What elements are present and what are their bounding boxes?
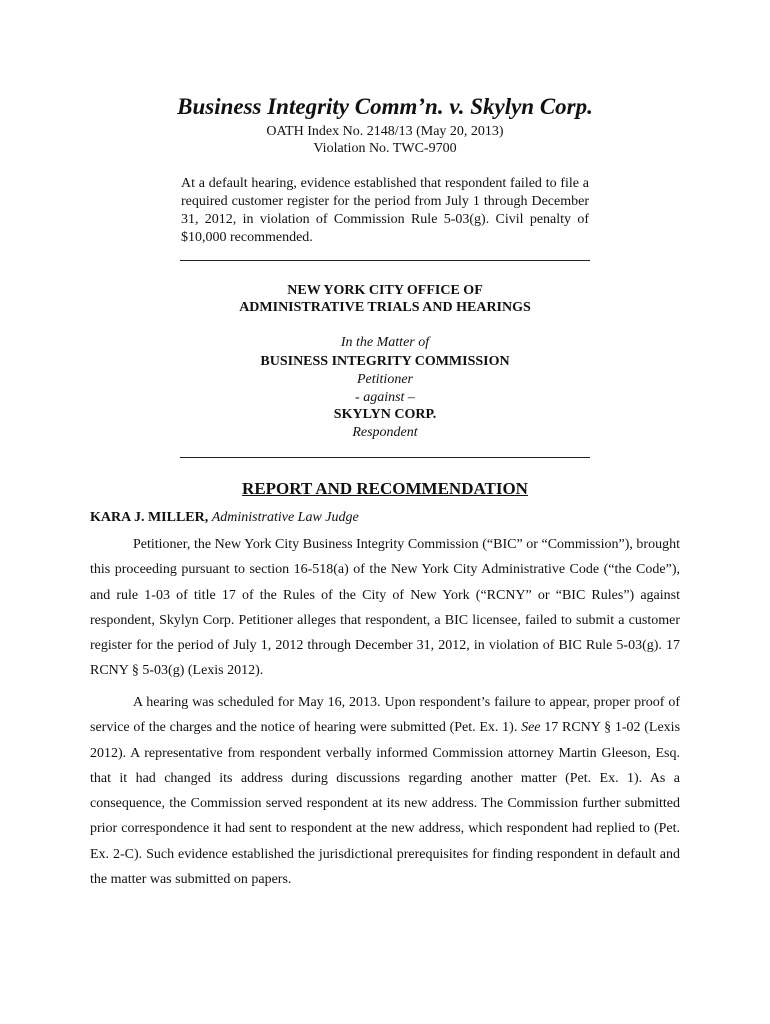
- judge-line: [90, 509, 359, 527]
- petitioner-role: Petitioner: [357, 372, 413, 387]
- paragraph-1-text: Petitioner, the New York City Business Integrity Commission (“BIC” or “Commission”), brought this proceeding pursuant to section 16-518(a) of the New York City Administrative Code (“the Code”), and rule 1-03 of title 17 of the Rules of the City of New York (“RCNY” or “BIC Rules”) against respondent, Skylyn Corp. Petitioner alleges that respondent, a BIC licensee, failed to submit a customer register for the period of July 1, 2012 through December 31, 2012, in violation of BIC Rule 5-03(g). 17 RCNY § 5-03(g) (Lexis 2012).: [90, 537, 680, 679]
- violation-number-line: Violation No. TWC-9700: [313, 141, 457, 156]
- office-name-line-1: NEW YORK CITY OFFICE OF: [287, 283, 483, 298]
- respondent-role: Respondent: [352, 425, 418, 440]
- against-label: - against –: [355, 390, 415, 405]
- judge-title: Administrative Law Judge: [211, 510, 359, 525]
- petitioner-name: BUSINESS INTEGRITY COMMISSION: [260, 354, 510, 369]
- body-paragraph-1: [90, 532, 680, 684]
- case-title: Business Integrity Comm’n. v. Skylyn Corp.: [177, 94, 593, 119]
- respondent-name: SKYLYN CORP.: [333, 407, 437, 422]
- paragraph-2-text-end: 17 RCNY § 1-02 (Lexis 2012). A representative from respondent verbally informed Commission attorney Martin Gleeson, Esq. that it had changed its address during discussions regarding another matter (Pet. Ex. 1). As a consequence, the Commission served respondent at its new address. The Commission further submitted prior correspondence it had sent to respondent at the new address, which respondent had replied to (Pet. Ex. 2-C). Such evidence established the jurisdictional prerequisites for finding respondent in default and the matter was submitted on papers.: [90, 720, 681, 888]
- paragraph-2-text-start: A hearing was scheduled for May 16, 2013. Upon respondent’s failure to appear, proper proof of service of the charges and the notice of hearing were submitted (Pet. Ex. 1).: [90, 695, 680, 736]
- case-summary: At a default hearing, evidence established that respondent failed to file a required customer register for the period from July 1 through December 31, 2012, in violation of Commission Rule 5-03(g). Civil penalty of $10,000 recommended.: [181, 176, 589, 245]
- judge-name: KARA J. MILLER,: [90, 510, 209, 525]
- oath-index-line: OATH Index No. 2148/13 (May 20, 2013): [266, 124, 504, 139]
- paragraph-2-text: [90, 690, 680, 892]
- report-heading: REPORT AND RECOMMENDATION: [242, 479, 528, 498]
- see-citation-signal: See: [521, 720, 541, 736]
- caption-bottom-divider: [180, 457, 590, 458]
- caption-top-divider: [180, 260, 590, 261]
- office-name-line-2: ADMINISTRATIVE TRIALS AND HEARINGS: [239, 300, 531, 315]
- body-paragraph-2: [90, 690, 680, 892]
- in-the-matter-of: In the Matter of: [340, 335, 430, 350]
